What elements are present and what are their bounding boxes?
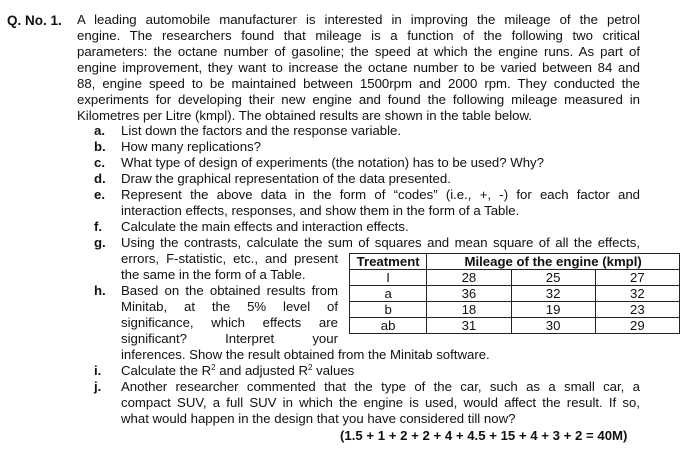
intro-line: 88, engine speed to be maintained between 1500rpm and 2000 rpm. They conducted the	[77, 76, 640, 91]
item-label: j.	[94, 379, 102, 394]
item-text: compact SUV, a full SUV in which the engine is used, would affect the result. If so,	[121, 395, 640, 410]
value-cell: 28	[427, 270, 511, 286]
value-cell: 19	[511, 302, 595, 318]
value-cell: 29	[595, 318, 679, 334]
intro-line: experiments for developing their new engine and found the following mileage measured in	[77, 92, 640, 107]
intro-line: engine. The researchers found that mileage is a function of the following two critical	[77, 28, 640, 43]
item-label: c.	[94, 155, 105, 170]
table-row	[350, 318, 680, 334]
item-text: What type of design of experiments (the notation) has to be used? Why?	[121, 155, 544, 170]
question-intro	[77, 12, 640, 124]
item-text: Calculate the main effects and interaction effects.	[121, 219, 409, 234]
item-label: a.	[94, 123, 105, 138]
value-cell: 32	[511, 286, 595, 302]
header-treatment: Treatment	[350, 254, 427, 270]
item-label: f.	[94, 219, 103, 234]
header-mileage: Mileage of the engine (kmpl)	[427, 254, 680, 270]
item-text: Based on the obtained results from	[121, 283, 338, 298]
item-text: Calculate the $R^2$ and adjusted $R^2$ values	[121, 363, 355, 378]
item-text: errors, F-statistic, etc., and present	[121, 251, 338, 266]
item-label: e.	[94, 187, 105, 202]
marks-total: (1.5 + 1 + 2 + 2 + 4 + 4.5 + 15 + 4 + 3 + 2 = 40M)	[340, 428, 628, 443]
item-text: the same in the form of a Table.	[121, 267, 306, 282]
item-text: Represent the above data in the form of “codes” (i.e., +, -) for each factor and	[121, 187, 640, 202]
value-cell: 36	[427, 286, 511, 302]
item-text: Minitab, at the 5% level of	[121, 299, 338, 314]
item-label: i.	[94, 363, 102, 378]
item-text: How many replications?	[121, 139, 261, 154]
intro-line: engine improvement, they want to increase the octane number to be varied between 84 and	[77, 60, 640, 75]
table-row	[350, 270, 680, 286]
treatment-cell: a	[350, 286, 427, 302]
intro-line: Kilometres per Litre (kmpl). The obtained results are shown in the table below.	[77, 108, 532, 123]
value-cell: 23	[595, 302, 679, 318]
item-text: significance, which effects are	[121, 315, 338, 330]
item-text: what would happen in the design that you have considered till now?	[121, 411, 516, 426]
value-cell: 32	[595, 286, 679, 302]
item-text: Using the contrasts, calculate the sum of squares and mean square of all the effects,	[121, 235, 640, 250]
item-text: List down the factors and the response variable.	[121, 123, 402, 138]
item-text: Draw the graphical representation of the data presented.	[121, 171, 451, 186]
item-label: d.	[94, 171, 106, 186]
table-header-row	[350, 254, 680, 270]
mileage-table	[349, 253, 680, 334]
treatment-cell: ab	[350, 318, 427, 334]
item-text: Another researcher commented that the type of the car, such as a small car, a	[121, 379, 640, 394]
value-cell: 18	[427, 302, 511, 318]
question-label: Q. No. 1.	[7, 13, 62, 28]
item-text: inferences. Show the result obtained from the Minitab software.	[121, 347, 490, 362]
table-row	[350, 302, 680, 318]
intro-line: A leading automobile manufacturer is interested in improving the mileage of the petrol	[77, 12, 640, 27]
table-row	[350, 286, 680, 302]
item-text: interaction effects, responses, and show them in the form of a Table.	[121, 203, 520, 218]
value-cell: 31	[427, 318, 511, 334]
value-cell: 30	[511, 318, 595, 334]
treatment-cell: b	[350, 302, 427, 318]
intro-line: parameters: the octane number of gasoline; the speed at which the engine runs. As part of	[77, 44, 640, 59]
value-cell: 25	[511, 270, 595, 286]
item-label: h.	[94, 283, 106, 298]
item-label: g.	[94, 235, 106, 250]
item-text: significant? Interpret your	[121, 331, 338, 346]
value-cell: 27	[595, 270, 679, 286]
item-label: b.	[94, 139, 106, 154]
treatment-cell: I	[350, 270, 427, 286]
